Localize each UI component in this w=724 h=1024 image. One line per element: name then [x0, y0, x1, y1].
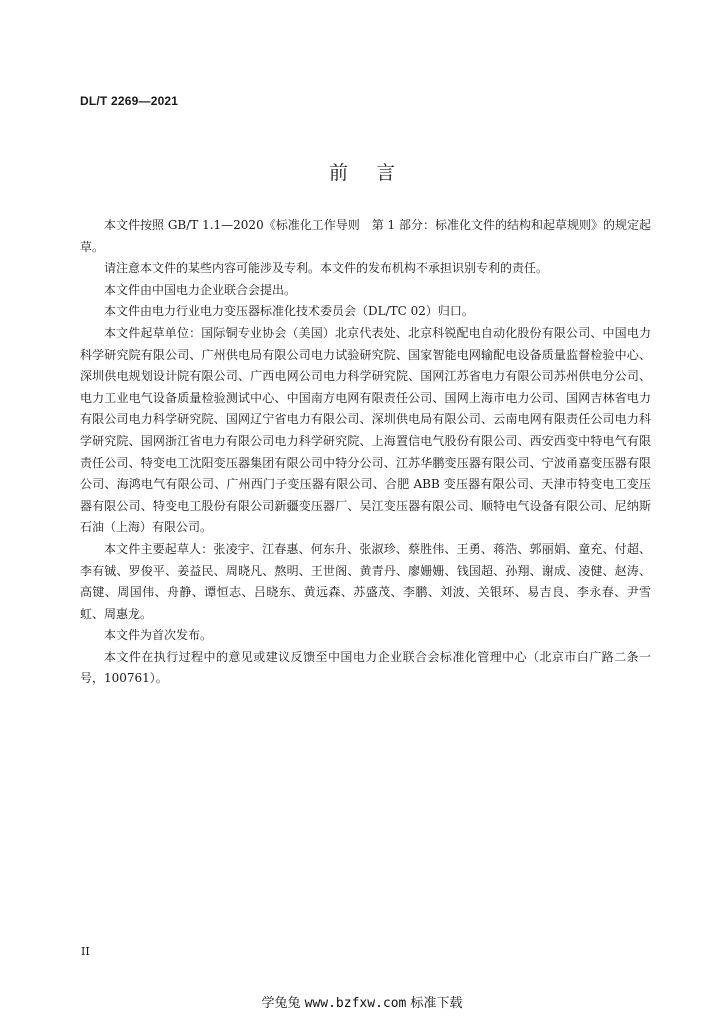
paragraph-drafting-rules: 本文件按照 GB/T 1.1—2020《标准化工作导则 第 1 部分：标准化文件的结构和起草规则》的规定起草。	[80, 218, 651, 254]
watermark-brand: 学兔兔	[261, 996, 301, 1011]
paragraph-feedback: 本文件在执行过程中的意见或建议反馈至中国电力企业联合会标准化管理中心（北京市白广路二条一号，100761）。	[80, 649, 651, 686]
page-number: II	[81, 945, 90, 958]
watermark-site-link[interactable]: www.bzfxw.com	[304, 996, 407, 1011]
paragraph-proposed-by: 本文件由中国电力企业联合会提出。	[104, 282, 297, 297]
watermark-label: 标准下载	[410, 996, 463, 1011]
paragraph-main-drafters: 本文件主要起草人：张凌宇、江春惠、何东升、张淑珍、蔡胜伟、王勇、蒋浩、郭丽娟、童充、付超、李有铖、罗俊平、姜益民、周晓凡、熬明、王世阁、黄青丹、廖姗姗、钱国超、孙翔、谢成、凌健、赵涛、高键、周国伟、舟静、谭恒志、吕晓东、黄远森、苏盛茂、李鹏、刘波、关银环、易吉良、李永春、尹雪虹、周惠龙。	[80, 541, 651, 621]
paragraph-drafting-organizations: 本文件起草单位：国际铜专业协会（美国）北京代表处、北京科锐配电自动化股份有限公司、中国电力科学研究院有限公司、广州供电局有限公司电力试验研究院、国家智能电网输配电设备质量监督检验中心、深圳供电规划设计院有限公司、广西电网公司电力科学研究院、国网江苏省电力有限公司苏州供电分公司、电力工业电气设备质量检验测试中心、中国南方电网有限责任公司、国网上海市电力公司、国网吉林省电力有限公司电力科学研究院、国网辽宁省电力有限公司、深圳供电局有限公司、云南电网有限责任公司电力科学研究院、国网浙江省电力有限公司电力科学研究院、上海置信电气股份有限公司、西安西变中特电气有限责任公司、特变电工沈阳变压器集团有限公司中特分公司、江苏华鹏变压器有限公司、宁波甬嘉变压器有限公司、海鸿电气有限公司、广州西门子变压器有限公司、合肥 ABB 变压器有限公司、天津市特变电工变压器有限公司、特变电工股份有限公司新疆变压器厂、吴江变压器有限公司、顺特电气设备有限公司、尼纳斯石油（上海）有限公司。	[80, 325, 651, 535]
section-title-foreword: 前言	[328, 162, 423, 184]
footer-watermark	[0, 992, 724, 1011]
paragraph-first-release: 本文件为首次发布。	[104, 628, 213, 643]
foreword-body	[80, 215, 651, 690]
paragraph-under-jurisdiction: 本文件由电力行业电力变压器标准化技术委员会（DL/TC 02）归口。	[104, 304, 474, 319]
document-code: DL/T 2269—2021	[80, 94, 179, 108]
paragraph-patent-notice: 请注意本文件的某些内容可能涉及专利。本文件的发布机构不承担识别专利的责任。	[104, 261, 549, 276]
